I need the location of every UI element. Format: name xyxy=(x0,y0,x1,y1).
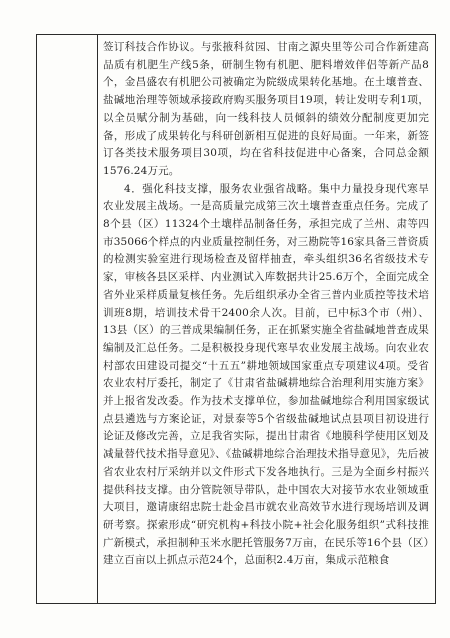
table-content-cell xyxy=(103,39,429,599)
paragraph-1: 签订科技合作协议。与张掖科贫园、甘南之源央里等公司合作新建高品质有机肥生产线5条，研制生物有机肥、肥料增效伴侣等新产品8个，金昌盛农有机肥公司被确定为院级成果转化基地。在土壤普查、盐碱地治理等领域承接政府购买服务项目19项，转让发明专利1项，以全员赋分制为基础，向一线科技人员倾斜的绩效分配制度更加完备，形成了成果转化与科研创新相互促进的良好局面。一年来，新签订各类技术服务项目30项，均在省科技促进中心备案，合同总金额1576.24万元。 xyxy=(103,41,429,177)
table-left-column xyxy=(37,35,98,603)
paragraph-2: 4．强化科技支撑，服务农业强省战略。集中力量投身现代寒旱农业发展主战场。一是高质量完成第三次土壤普查重点任务。完成了8个县（区）11324个土壤样品制备任务，承担完成了兰州、肃等四市35066个样点的内业质量控制任务，对三勘院等16家具备三普资质的检测实验室进行现场检查及留样抽查，牵头组织36名省级技术专家，审核各县区采样、内业测试入库数据共计25.6万个，全面完成全省外业采样质量复核任务。先后组织承办全省三普内业质控等技术培训班8期，培训技术骨干2400余人次。目前，已中标3个市（州）、13县（区）的三普成果编制任务，正在抓紧实施全省盐碱地普查成果编制及汇总任务。二是积极投身现代寒旱农业发展主战场。向农业农村部农田建设司提交“十五五”耕地领域国家重点专项建议4项。受省农业农村厅委托，制定了《甘肃省盐碱耕地综合治理利用实施方案》并上报省发改委。作为技术支撑单位，参加盐碱地综合利用国家级试点县遴选与方案论证，对景泰等5个省级盐碱地试点县项目初设进行论证及修改完善，立足我省实际，提出甘肃省《地膜科学使用区划及减量替代技术指导意见》、《盐碱耕地综合治理技术指导意见》，先后被省农业农村厅采纳并以文件形式下发各地执行。三是为全面乡村振兴提供科技支撑。由分管院领导带队，赴中国农大对接节水农业领域重大项目，邀请康绍忠院士赴金昌市就农业高效节水进行现场培训及调研考察。探索形成“研究机构+科技小院+社会化服务组织”式科技推广新模式，承担制种玉米水肥托管服务7万亩，在民乐等16个县（区）建立百亩以上抓点示范24个，总面积2.4万亩，集成示范粮食 xyxy=(103,182,429,567)
form-table xyxy=(36,34,436,604)
